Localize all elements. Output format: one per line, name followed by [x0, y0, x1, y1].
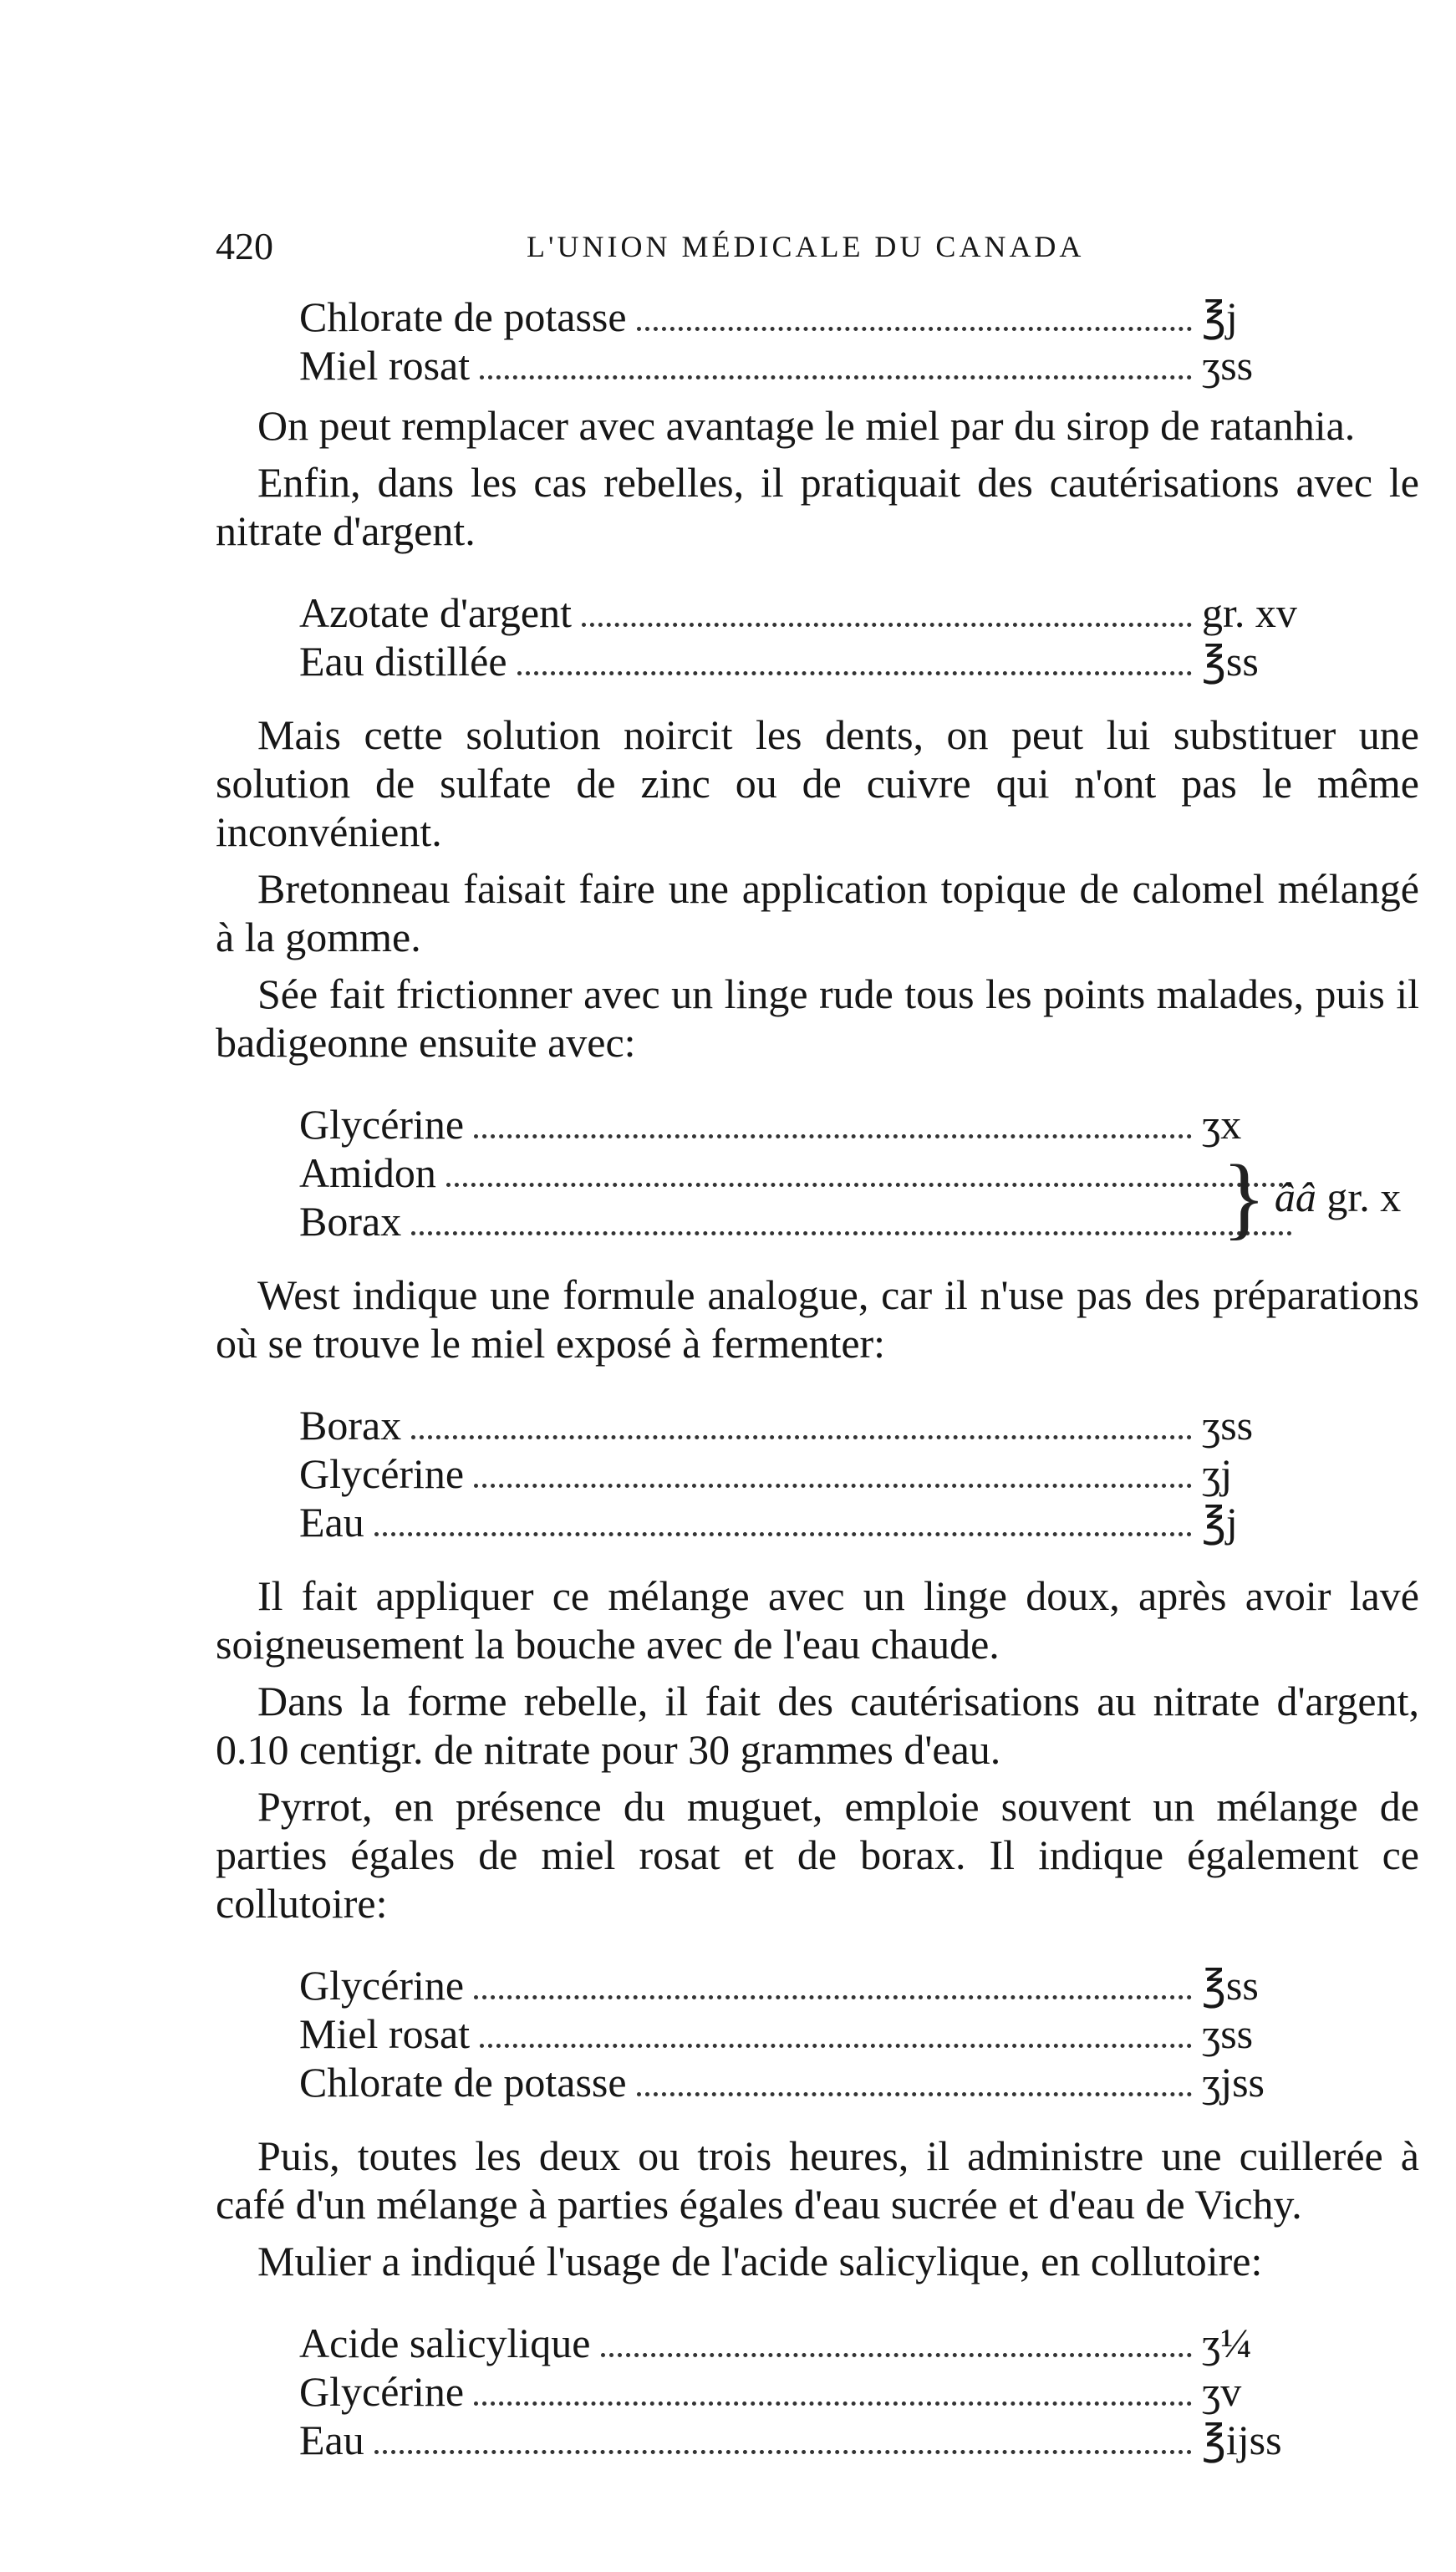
- recipe-chlorate-miel: [299, 293, 1419, 390]
- recipe-group-lines: [299, 1148, 1219, 1245]
- group-quantity-value: gr. x: [1326, 1174, 1402, 1220]
- recipe-line: [299, 1498, 1302, 1546]
- paragraph: West indique une formule analogue, car il n'use pas des préparations où se trouve le miel exposé à fermenter:: [216, 1271, 1419, 1367]
- page-body: [216, 284, 1419, 2489]
- brace-icon: }: [1222, 1146, 1266, 1248]
- recipe-line: [299, 1148, 1302, 1197]
- ingredient-quantity: ʒj: [1202, 1450, 1233, 1497]
- dot-leader: [480, 375, 1192, 379]
- ingredient-name: Azotate d'argent: [299, 589, 573, 636]
- ingredient-name: Chlorate de potasse: [299, 293, 627, 340]
- ingredient-name: Miel rosat: [299, 342, 471, 389]
- ingredient-name: Amidon: [299, 1149, 436, 1196]
- recipe-line: [299, 2009, 1302, 2058]
- paragraph: Dans la forme rebelle, il fait des cautérisations au nitrate d'argent, 0.10 centigr. de nitrate pour 30 grammes d'eau.: [216, 1678, 1419, 1773]
- ingredient-name: Chlorate de potasse: [299, 2059, 627, 2106]
- paragraph: Il fait appliquer ce mélange avec un linge doux, après avoir lavé soigneusement la bouche avec de l'eau chaude.: [216, 1572, 1419, 1668]
- recipe-line: [299, 1100, 1302, 1148]
- ingredient-quantity: ʒv: [1202, 2368, 1242, 2415]
- dot-leader: [480, 2044, 1192, 2048]
- ingredient-name: Glycérine: [299, 1962, 465, 2009]
- ingredient-name: Eau: [299, 2417, 364, 2463]
- dot-leader: [374, 1532, 1192, 1536]
- recipe-collutoire-pyrrot: [299, 1961, 1419, 2106]
- ingredient-name: Glycérine: [299, 2368, 465, 2415]
- dot-leader: [474, 1134, 1192, 1138]
- recipe-azotate: [299, 588, 1419, 685]
- group-quantity: [1275, 1173, 1401, 1221]
- recipe-borax: [299, 1401, 1419, 1546]
- paragraph: Pyrrot, en présence du muguet, emploie souvent un mélange de parties égales de miel rosat et de borax. Il indique également ce collutoire:: [216, 1783, 1419, 1927]
- paragraph: Puis, toutes les deux ou trois heures, il administre une cuillerée à café d'un mélange à parties égales d'eau sucrée et d'eau de Vichy.: [216, 2132, 1419, 2228]
- recipe-line: [299, 588, 1302, 637]
- ingredient-quantity: gr. xv: [1202, 589, 1297, 636]
- recipe-line: [299, 1401, 1302, 1449]
- recipe-line: [299, 341, 1302, 390]
- paragraph: Bretonneau faisait faire une application topique de calomel mélangé à la gomme.: [216, 865, 1419, 960]
- ingredient-quantity: ʒjss: [1202, 2059, 1265, 2106]
- ingredient-name: Miel rosat: [299, 2010, 471, 2057]
- dot-leader: [637, 2092, 1192, 2096]
- paragraph: Mulier a indiqué l'usage de l'acide salicylique, en collutoire:: [257, 2238, 1263, 2284]
- dot-leader: [582, 623, 1192, 627]
- ingredient-name: Glycérine: [299, 1450, 465, 1497]
- recipe-line: [299, 1961, 1302, 2009]
- paragraph: On peut remplacer avec avantage le miel par du sirop de ratanhia.: [257, 402, 1356, 449]
- recipe-glycerine-amidon-borax: [299, 1100, 1419, 1248]
- page-header: [216, 224, 1260, 274]
- recipe-line: [299, 2319, 1302, 2367]
- recipe-line: [299, 293, 1302, 341]
- page-number: 420: [216, 225, 273, 267]
- dot-leader: [411, 1231, 1292, 1235]
- dot-leader: [474, 1995, 1192, 1999]
- running-title: L'UNION MÉDICALE DU CANADA: [527, 230, 1085, 263]
- ingredient-name: Eau: [299, 1499, 364, 1546]
- dot-leader: [446, 1183, 1292, 1187]
- paragraph: Enfin, dans les cas rebelles, il pratiquait des cautérisations avec le nitrate d'argent.: [216, 459, 1419, 554]
- dot-leader: [474, 2401, 1192, 2406]
- recipe-line: [299, 2416, 1302, 2464]
- ingredient-quantity: ℥ss: [1202, 1962, 1259, 2009]
- ingredient-quantity: ʒss: [1202, 1402, 1254, 1449]
- dot-leader: [374, 2450, 1192, 2454]
- dot-leader: [601, 2353, 1193, 2357]
- ingredient-quantity: ℥j: [1202, 293, 1238, 340]
- dot-leader: [517, 671, 1192, 675]
- ingredient-name: Acide salicylique: [299, 2320, 591, 2366]
- paragraph: Sée fait frictionner avec un linge rude tous les points malades, puis il badigeonne ensuite avec:: [216, 970, 1419, 1066]
- ingredient-quantity: ʒx: [1202, 1101, 1242, 1148]
- recipe-group: [299, 1146, 1419, 1248]
- recipe-acide-salicylique: [299, 2319, 1419, 2464]
- ingredient-name: Borax: [299, 1198, 402, 1245]
- ingredient-name: Eau distillée: [299, 638, 507, 685]
- recipe-line: [299, 1449, 1302, 1498]
- dot-leader: [411, 1435, 1192, 1439]
- ingredient-quantity: ℥j: [1202, 1499, 1238, 1546]
- ingredient-quantity: ʒss: [1202, 342, 1254, 389]
- ingredient-quantity: ʒss: [1202, 2010, 1254, 2057]
- paragraph: Mais cette solution noircit les dents, on peut lui substituer une solution de sulfate de zinc ou de cuivre qui n'ont pas le même inconvénient.: [216, 711, 1419, 855]
- recipe-line: [299, 637, 1302, 685]
- recipe-line: [299, 1197, 1302, 1245]
- dot-leader: [474, 1484, 1192, 1488]
- group-quantity-ana: ââ: [1274, 1174, 1316, 1220]
- recipe-line: [299, 2367, 1302, 2416]
- ingredient-quantity: ℥ijss: [1202, 2417, 1282, 2463]
- dot-leader: [637, 327, 1192, 331]
- ingredient-quantity: ʒ¼: [1202, 2320, 1252, 2366]
- recipe-line: [299, 2058, 1302, 2106]
- ingredient-quantity: ℥ss: [1202, 638, 1259, 685]
- ingredient-name: Glycérine: [299, 1101, 465, 1148]
- ingredient-name: Borax: [299, 1402, 402, 1449]
